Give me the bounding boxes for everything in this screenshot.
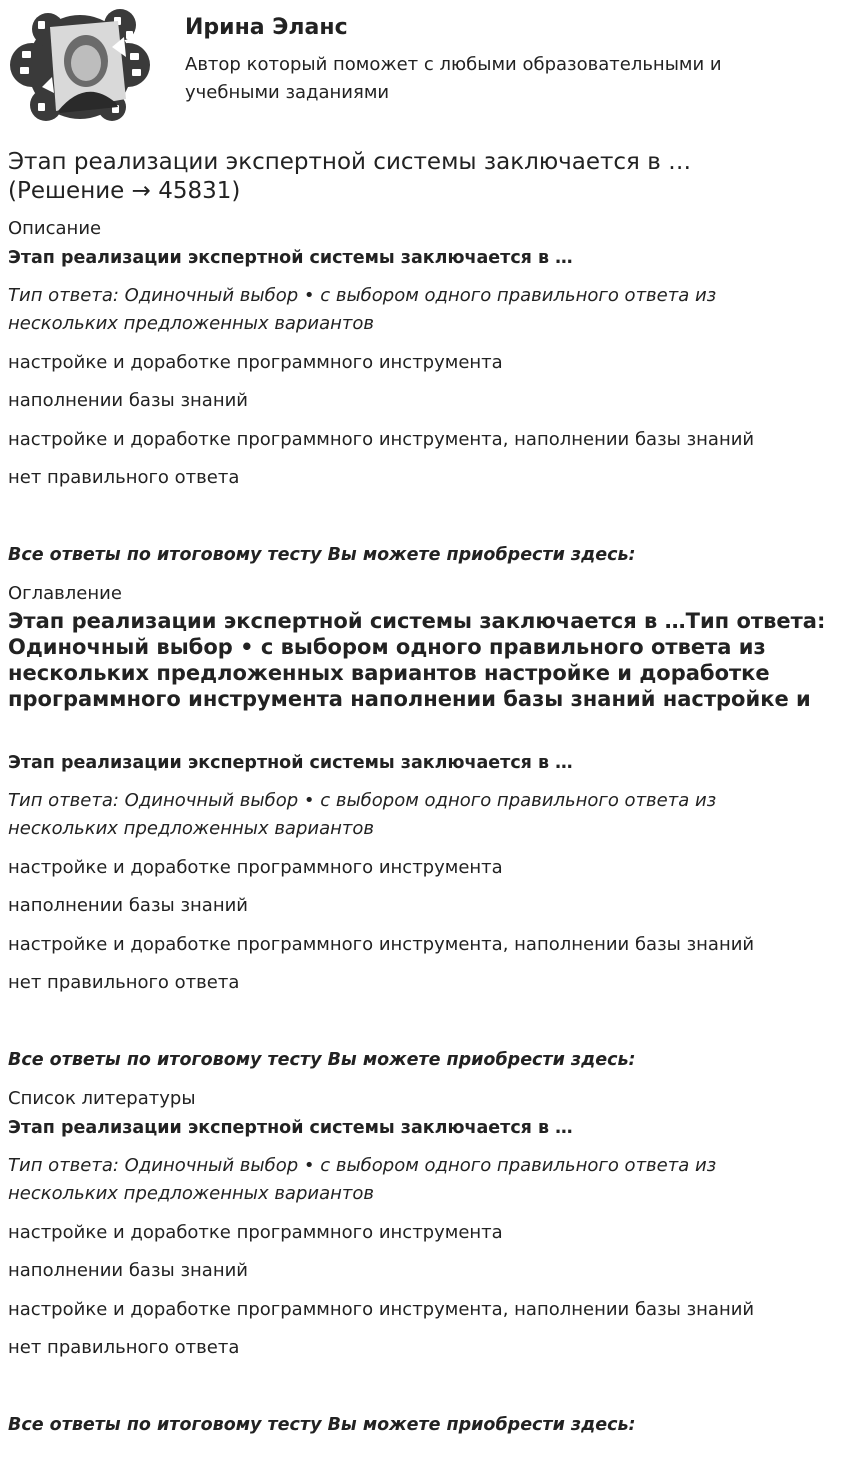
answer-type: Тип ответа: Одиночный выбор • с выбором одного правильного ответа из нескольких предложенных вариантов (8, 790, 717, 839)
option-2: наполнении базы знаний (8, 895, 248, 916)
option-1: настройке и доработке программного инструмента (8, 352, 503, 373)
option-1: настройке и доработке программного инструмента (8, 1222, 503, 1243)
toc-label: Оглавление (8, 583, 122, 604)
question-text: Этап реализации экспертной системы заключается в … (8, 753, 573, 773)
option-2: наполнении базы знаний (8, 390, 248, 411)
option-4: нет правильного ответа (8, 972, 240, 993)
option-4: нет правильного ответа (8, 1337, 240, 1358)
buy-text: Все ответы по итоговому тесту Вы можете приобрести здесь: (8, 545, 636, 565)
toc-heading: Этап реализации экспертной системы заключается в …Тип ответа: Одиночный выбор • с выбором одного правильного ответа из нескольких предложенных вариантов настройке и доработке программного инструмента наполнении базы знаний настройке и (8, 609, 826, 711)
option-1: настройке и доработке программного инструмента (8, 857, 503, 878)
author-avatar (8, 7, 152, 125)
question-text: Этап реализации экспертной системы заключается в … (8, 248, 573, 268)
option-4: нет правильного ответа (8, 467, 240, 488)
option-3: настройке и доработке программного инструмента, наполнении базы знаний (8, 429, 755, 450)
option-3: настройке и доработке программного инструмента, наполнении базы знаний (8, 934, 755, 955)
page-title: Этап реализации экспертной системы заключается в … (Решение → 45831) (8, 149, 692, 204)
author-card (8, 7, 838, 127)
option-2: наполнении базы знаний (8, 1260, 248, 1281)
buy-text: Все ответы по итоговому тесту Вы можете приобрести здесь: (8, 1050, 636, 1070)
answer-type: Тип ответа: Одиночный выбор • с выбором одного правильного ответа из нескольких предложенных вариантов (8, 1155, 717, 1204)
author-name: Ирина Эланс (185, 15, 348, 40)
buy-text: Все ответы по итоговому тесту Вы можете приобрести здесь: (8, 1415, 636, 1435)
option-3: настройке и доработке программного инструмента, наполнении базы знаний (8, 1299, 755, 1320)
description-label: Описание (8, 218, 102, 239)
answer-type: Тип ответа: Одиночный выбор • с выбором одного правильного ответа из нескольких предложенных вариантов (8, 285, 717, 334)
author-description: Автор который поможет с любыми образовательными и учебными заданиями (185, 54, 722, 103)
bibliography-label: Список литературы (8, 1088, 196, 1109)
question-text: Этап реализации экспертной системы заключается в … (8, 1118, 573, 1138)
